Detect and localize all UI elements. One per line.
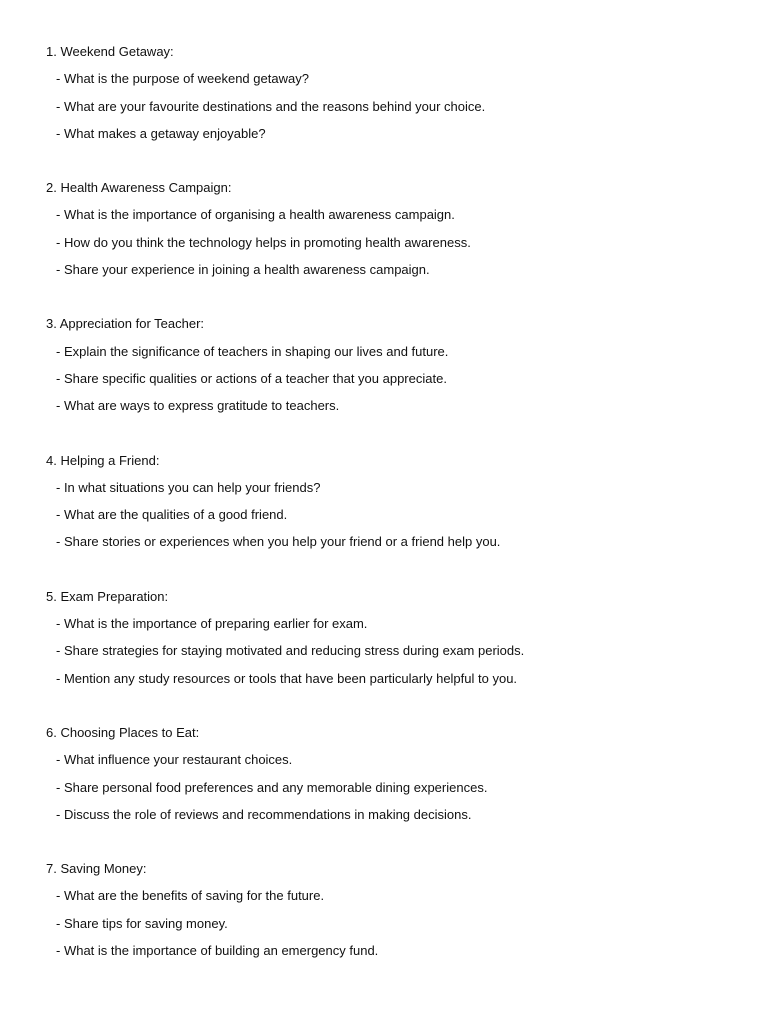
topic-heading: 2. Health Awareness Campaign: (46, 180, 232, 196)
topic-question: - Mention any study resources or tools that have been particularly helpful to you. (56, 670, 518, 686)
topic-question: - What are the benefits of saving for the future. (56, 888, 325, 904)
topic-heading: 6. Choosing Places to Eat: (46, 724, 200, 740)
topic-question: - Explain the significance of teachers in shaping our lives and future. (56, 343, 449, 359)
topic-heading: 5. Exam Preparation: (46, 588, 169, 604)
topic-question: - What are ways to express gratitude to teachers. (56, 398, 340, 414)
topic-section-3 (46, 314, 768, 423)
topic-section-1 (46, 42, 768, 151)
topic-question: - Share stories or experiences when you help your friend or a friend help you. (56, 534, 501, 550)
topic-heading: 7. Saving Money: (46, 861, 147, 877)
topic-section-5 (46, 587, 768, 696)
topic-heading: 1. Weekend Getaway: (46, 44, 174, 59)
topic-section-7 (46, 859, 768, 968)
topic-question: - Share personal food preferences and any memorable dining experiences. (56, 779, 488, 795)
topic-section-6 (46, 723, 768, 832)
topic-heading: 3. Appreciation for Teacher: (46, 316, 205, 332)
topic-question: - Share specific qualities or actions of a teacher that you appreciate. (56, 370, 447, 386)
topic-question: - What are your favourite destinations and the reasons behind your choice. (56, 98, 486, 114)
topic-question: - How do you think the technology helps in promoting health awareness. (56, 234, 471, 250)
topic-question: - Discuss the role of reviews and recommendations in making decisions. (56, 806, 472, 822)
topic-section-2 (46, 178, 768, 287)
topic-question: - What makes a getaway enjoyable? (56, 125, 266, 141)
topic-question: - What influence your restaurant choices. (56, 752, 293, 768)
topic-question: - What is the importance of building an emergency fund. (56, 943, 379, 959)
topic-question: - What is the purpose of weekend getaway? (56, 71, 309, 87)
topic-question: - What is the importance of preparing earlier for exam. (56, 616, 368, 632)
topic-question: - In what situations you can help your friends? (56, 479, 321, 495)
topic-section-4 (46, 451, 768, 560)
topic-question: - Share tips for saving money. (56, 915, 228, 931)
topic-question: - Share your experience in joining a health awareness campaign. (56, 262, 430, 278)
topic-question: - Share strategies for staying motivated and reducing stress during exam periods. (56, 643, 525, 659)
topic-heading: 4. Helping a Friend: (46, 452, 160, 468)
topic-question: - What is the importance of organising a health awareness campaign. (56, 207, 455, 223)
topic-question: - What are the qualities of a good friend. (56, 507, 288, 523)
